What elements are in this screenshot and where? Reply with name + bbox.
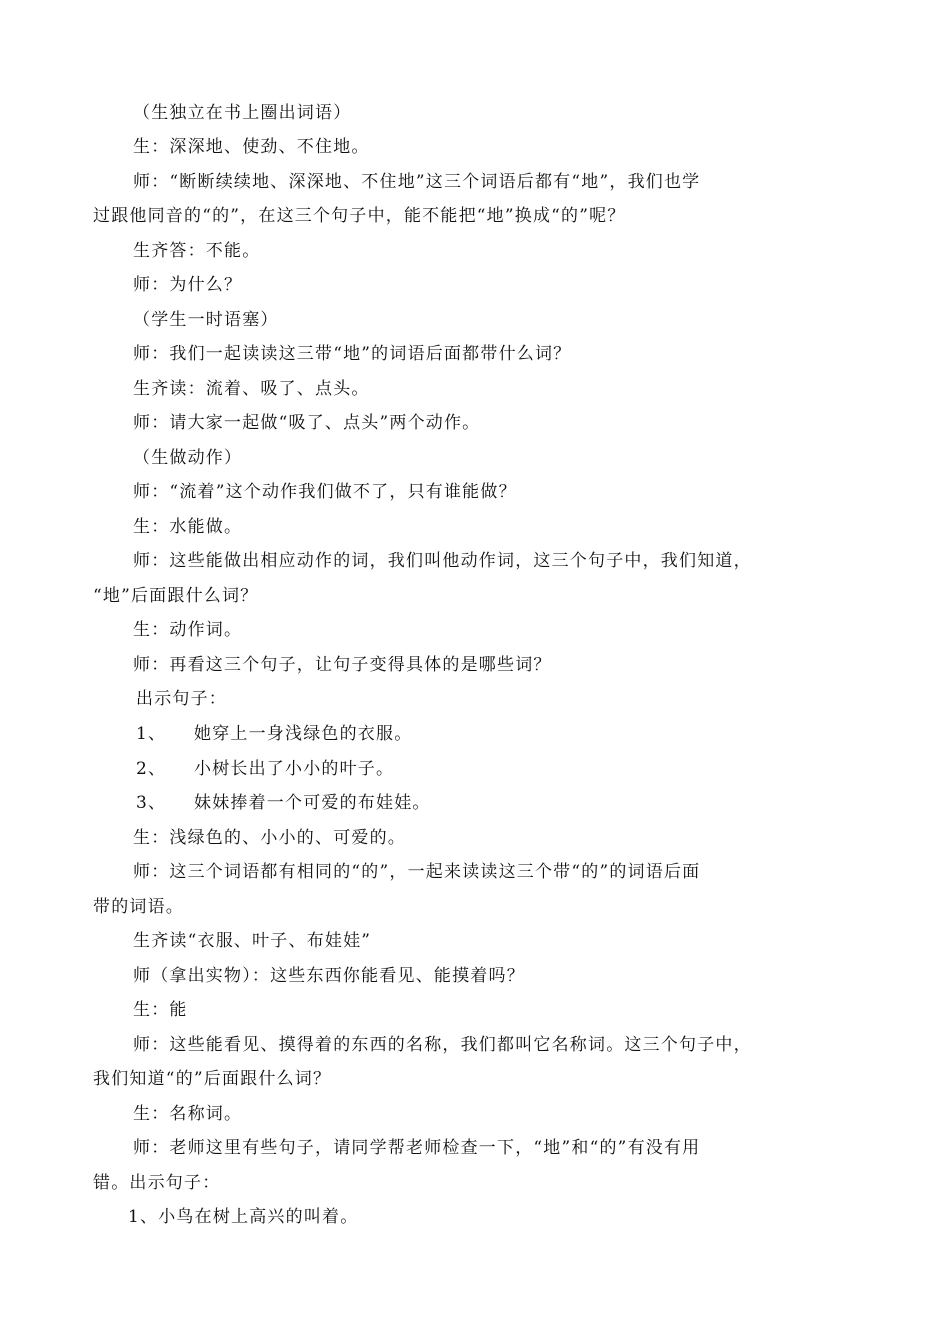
text-line: 师：我们一起读读这三带“地”的词语后面都带什么词？ <box>133 344 572 364</box>
text-line: 生齐读：流着、吸了、点头。 <box>133 379 370 399</box>
text-line: 生：浅绿色的、小小的、可爱的。 <box>133 828 406 848</box>
example-sentence: 1、 她穿上一身浅绿色的衣服。 <box>136 724 413 744</box>
text-line: 师：请大家一起做“吸了、点头”两个动作。 <box>133 413 481 433</box>
text-line: 1、小鸟在树上高兴的叫着。 <box>128 1207 359 1227</box>
example-sentence: 3、 妹妹捧着一个可爱的布娃娃。 <box>136 793 431 813</box>
text-line: 带的词语。 <box>93 897 184 917</box>
text-line: 师：再看这三个句子，让句子变得具体的是哪些词？ <box>133 655 552 675</box>
text-line: 我们知道“的”后面跟什么词？ <box>93 1069 332 1089</box>
text-line: （生独立在书上圈出词语） <box>133 103 352 123</box>
text-line: 生齐读“衣服、叶子、布娃娃” <box>133 931 372 951</box>
text-line: 师（拿出实物）：这些东西你能看见、能摸着吗？ <box>133 966 525 986</box>
text-line: 生：深深地、使劲、不住地。 <box>133 137 370 157</box>
example-sentence: 2、 小树长出了小小的叶子。 <box>136 759 395 779</box>
text-line: 生齐答：不能。 <box>133 241 261 261</box>
text-line: （学生一时语塞） <box>133 310 279 330</box>
text-line: 生：能 <box>133 1000 188 1020</box>
text-line: 师：为什么？ <box>133 275 243 295</box>
text-line: 师：这些能看见、摸得着的东西的名称，我们都叫它名称词。这三个句子中， <box>133 1035 752 1055</box>
text-line: 师：这三个词语都有相同的“的”，一起来读读这三个带“的”的词语后面 <box>133 862 701 882</box>
text-line: 生：水能做。 <box>133 517 243 537</box>
text-line: 过跟他同音的“的”，在这三个句子中，能不能把“地”换成“的”呢？ <box>93 206 626 226</box>
text-line: “地”后面跟什么词？ <box>93 586 259 606</box>
text-line: 出示句子： <box>136 689 227 709</box>
text-line: 生：动作词。 <box>133 620 243 640</box>
text-line: 师：“断断续续地、深深地、不住地”这三个词语后都有“地”，我们也学 <box>133 172 701 192</box>
text-line: 师：“流着”这个动作我们做不了，只有谁能做？ <box>133 482 517 502</box>
text-line: 错。出示句子： <box>93 1173 221 1193</box>
text-line: 生：名称词。 <box>133 1104 243 1124</box>
text-line: 师：老师这里有些句子，请同学帮老师检查一下，“地”和“的”有没有用 <box>133 1138 701 1158</box>
text-line: 师：这些能做出相应动作的词，我们叫他动作词，这三个句子中，我们知道， <box>133 551 752 571</box>
text-line: （生做动作） <box>133 448 243 468</box>
